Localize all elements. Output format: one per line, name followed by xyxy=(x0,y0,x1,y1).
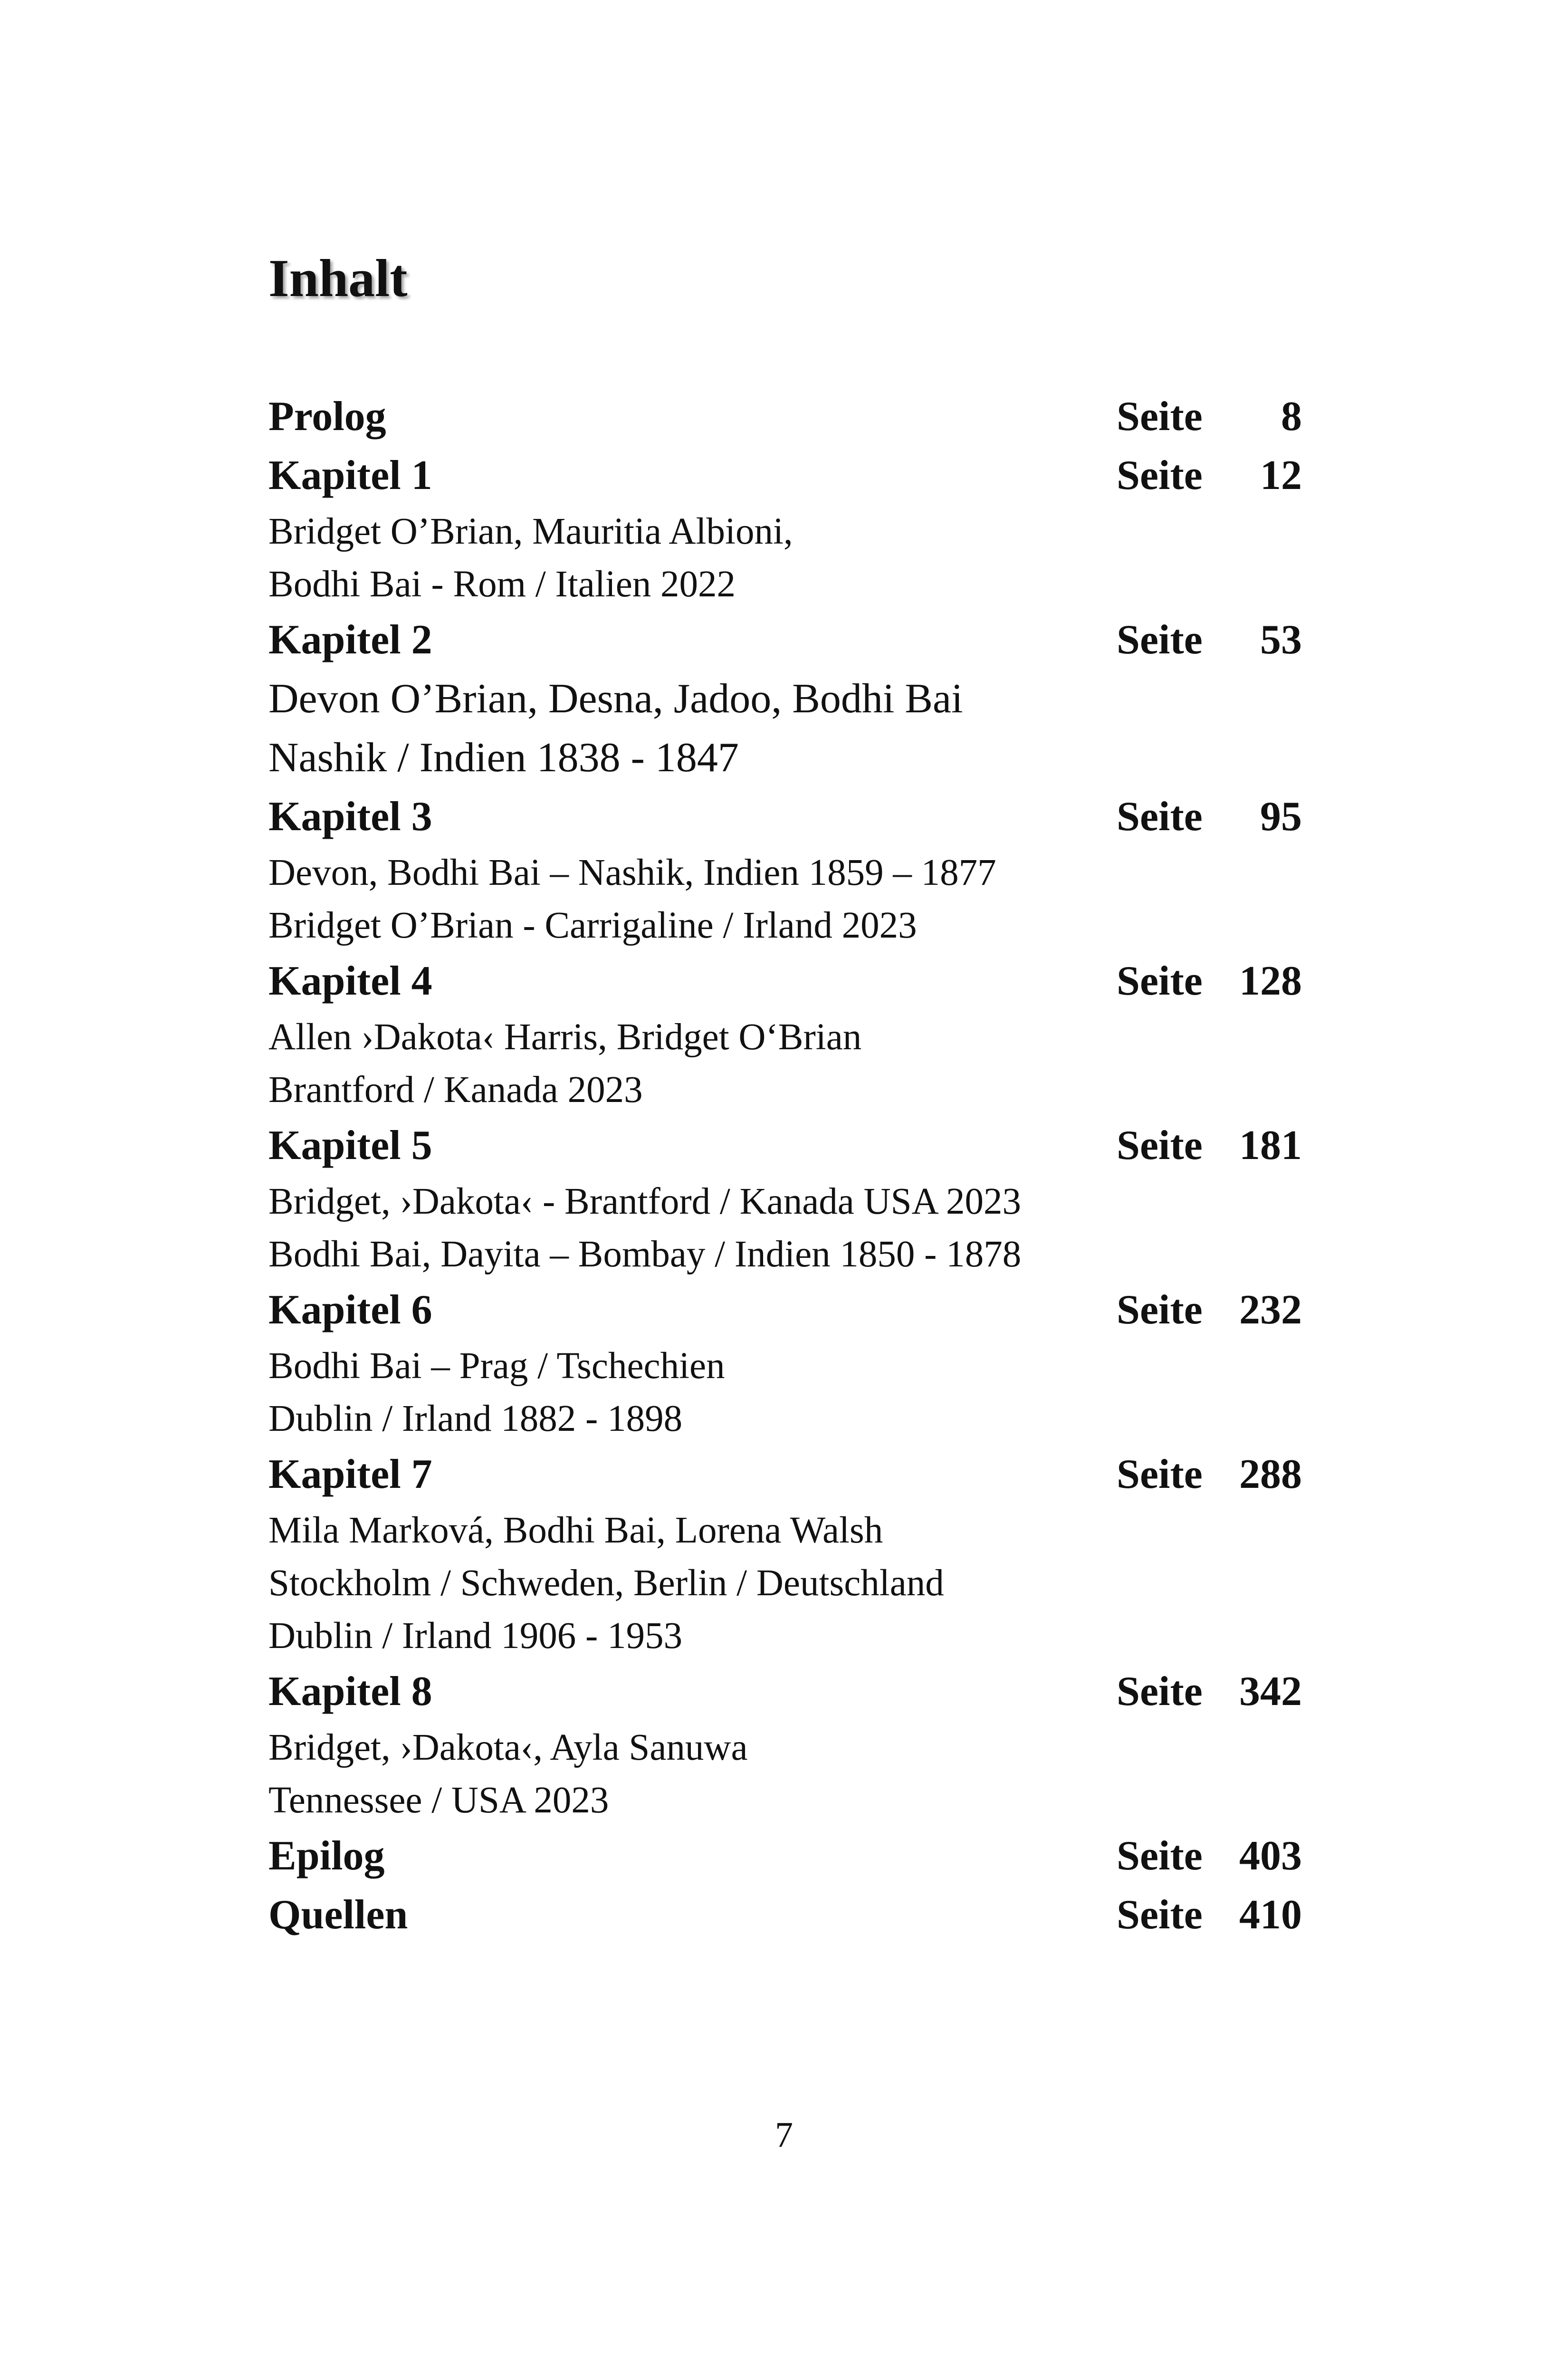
entry-description-line: Bodhi Bai, Dayita – Bombay / Indien 1850 - 1878 xyxy=(268,1234,1022,1275)
entry-description-line: Devon O’Brian, Desna, Jadoo, Bodhi Bai xyxy=(268,676,963,722)
toc-entry-row xyxy=(268,1827,1302,1886)
entry-page-number: 181 xyxy=(1239,1122,1302,1169)
entry-seite-label: Seite xyxy=(1117,1287,1203,1333)
entry-title: Kapitel 1 xyxy=(268,452,432,498)
toc-entry-kapitel-3 xyxy=(268,787,1302,952)
entry-description-line: Dublin / Irland 1906 - 1953 xyxy=(268,1615,683,1657)
entry-seite-label: Seite xyxy=(1117,794,1203,840)
page-number: 7 xyxy=(775,2115,793,2155)
toc-entry-kapitel-2 xyxy=(268,611,1302,787)
toc-entry-row xyxy=(268,1886,1302,1945)
toc-entry-row xyxy=(268,446,1302,505)
toc-entry-row xyxy=(268,1116,1302,1175)
entry-seite-label: Seite xyxy=(1117,1451,1203,1497)
toc-entry-kapitel-5 xyxy=(268,1116,1302,1281)
toc-entry-kapitel-8 xyxy=(268,1662,1302,1827)
entry-page-number: 342 xyxy=(1239,1668,1302,1715)
entry-title: Kapitel 6 xyxy=(268,1287,432,1333)
entry-seite-label: Seite xyxy=(1117,1892,1203,1938)
entry-page-number: 403 xyxy=(1239,1833,1302,1879)
entry-page-number: 288 xyxy=(1239,1451,1302,1497)
entry-description-line: Bridget, ›Dakota‹ - Brantford / Kanada USA 2023 xyxy=(268,1181,1022,1222)
entry-seite-label: Seite xyxy=(1117,1833,1203,1879)
toc-entry-epilog xyxy=(268,1827,1302,1886)
entry-page-number: 95 xyxy=(1260,794,1302,840)
toc-entry-kapitel-4 xyxy=(268,952,1302,1116)
entry-page-number: 232 xyxy=(1239,1287,1302,1333)
toc-entry-row xyxy=(268,387,1302,446)
entry-title: Kapitel 2 xyxy=(268,617,432,663)
entry-title: Epilog xyxy=(268,1833,385,1879)
entry-title: Kapitel 7 xyxy=(268,1451,432,1497)
entry-seite-label: Seite xyxy=(1117,393,1203,440)
toc-entry-kapitel-7 xyxy=(268,1445,1302,1662)
toc-entry-quellen xyxy=(268,1886,1302,1945)
entry-description-line: Stockholm / Schweden, Berlin / Deutschland xyxy=(268,1562,944,1604)
entry-description-line: Bodhi Bai - Rom / Italien 2022 xyxy=(268,564,736,605)
toc-entry-row xyxy=(268,1662,1302,1721)
table-of-contents xyxy=(268,387,1302,1945)
entry-description-line: Allen ›Dakota‹ Harris, Bridget O‘Brian xyxy=(268,1016,862,1058)
toc-heading: Inhalt xyxy=(268,249,408,308)
entry-page-number: 8 xyxy=(1281,393,1302,440)
entry-page-number: 12 xyxy=(1260,452,1302,498)
entry-title: Kapitel 4 xyxy=(268,958,432,1004)
entry-title: Kapitel 3 xyxy=(268,794,432,840)
toc-entry-row xyxy=(268,1281,1302,1340)
entry-description-line: Brantford / Kanada 2023 xyxy=(268,1069,643,1111)
entry-page-number: 53 xyxy=(1260,617,1302,663)
entry-description-line: Mila Marková, Bodhi Bai, Lorena Walsh xyxy=(268,1510,883,1551)
entry-seite-label: Seite xyxy=(1117,1668,1203,1715)
entry-description-line: Nashik / Indien 1838 - 1847 xyxy=(268,735,739,781)
entry-description-line: Bridget, ›Dakota‹, Ayla Sanuwa xyxy=(268,1727,748,1768)
entry-page-number: 128 xyxy=(1239,958,1302,1004)
entry-title: Quellen xyxy=(268,1892,408,1938)
toc-entry-kapitel-6 xyxy=(268,1281,1302,1445)
entry-title: Kapitel 5 xyxy=(268,1122,432,1169)
entry-description-line: Bridget O’Brian, Mauritia Albioni, xyxy=(268,511,793,552)
toc-entry-row xyxy=(268,952,1302,1011)
entry-title: Prolog xyxy=(268,393,386,440)
toc-entry-row xyxy=(268,611,1302,670)
entry-description-line: Tennessee / USA 2023 xyxy=(268,1780,609,1821)
entry-seite-label: Seite xyxy=(1117,1122,1203,1169)
entry-page-number: 410 xyxy=(1239,1892,1302,1938)
toc-entry-row xyxy=(268,787,1302,846)
entry-description-line: Bridget O’Brian - Carrigaline / Irland 2023 xyxy=(268,905,917,946)
entry-seite-label: Seite xyxy=(1117,452,1203,498)
entry-description-line: Bodhi Bai – Prag / Tschechien xyxy=(268,1345,725,1387)
entry-seite-label: Seite xyxy=(1117,617,1203,663)
toc-entry-prolog xyxy=(268,387,1302,446)
entry-seite-label: Seite xyxy=(1117,958,1203,1004)
entry-description-line: Dublin / Irland 1882 - 1898 xyxy=(268,1398,683,1439)
entry-title: Kapitel 8 xyxy=(268,1668,432,1715)
toc-entry-row xyxy=(268,1445,1302,1504)
entry-description-line: Devon, Bodhi Bai – Nashik, Indien 1859 – 1877 xyxy=(268,852,996,893)
toc-entry-kapitel-1 xyxy=(268,446,1302,611)
